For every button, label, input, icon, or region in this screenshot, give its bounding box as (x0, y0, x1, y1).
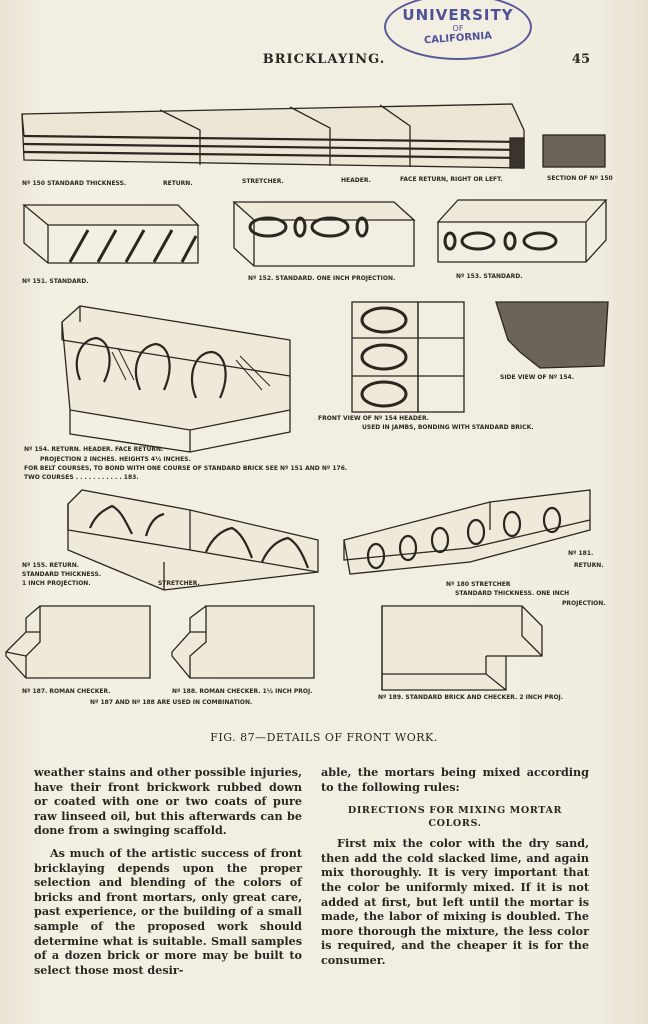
stamp-line-1: UNIVERSITY (402, 6, 514, 24)
page-number: 45 (571, 52, 590, 67)
label-front-154: FRONT VIEW OF Nº 154 HEADER. (318, 415, 429, 422)
left-text-column (34, 765, 302, 977)
brick-189-drawing (382, 606, 542, 690)
label-face-return: FACE RETURN, RIGHT OR LEFT. (400, 176, 503, 183)
brick-180-181-drawing (344, 490, 590, 574)
section-150-drawing (543, 135, 605, 167)
brick-154-drawing (62, 306, 290, 452)
brick-151-drawing (24, 205, 198, 263)
brick-150-drawing (22, 104, 524, 168)
left-paragraph-2: As much of the artistic success of front bricklaying depends upon the proper selection and blending of the colors of bricks and front mortars, only great care, past experience, or the building of a small sample of the proposed work should determine what is suitable. Small samples of a dozen brick or more may be built to select those most desir- (34, 845, 302, 977)
label-187: Nº 187. ROMAN CHECKER. (22, 688, 111, 695)
right-paragraph-2: First mix the color with the dry sand, then add the cold slacked lime, and again mix thoroughly. It is very important that the color be uniformly mixed. If it is not added at first, but left until the mortar is made, the labor of mixing is doubled. The more thorough the mixture, the less color is required, and the cheaper it is for the consumer. (321, 836, 589, 967)
left-paragraph-1: weather stains and other possible injuries, have their front brickwork rubbed down or coated with one or two coats of pure raw linseed oil, but this afterwards can be done from a swinging scaffold. (34, 765, 302, 838)
stamp-line-3: CALIFORNIA (423, 30, 493, 47)
label-180: Nº 180 STRETCHER (446, 581, 511, 588)
label-return: RETURN. (163, 180, 193, 187)
label-two-courses: TWO COURSES . . . . . . . . . . . 183. (24, 474, 139, 481)
label-belt: FOR BELT COURSES, TO BOND WITH ONE COURSE OF STANDARD BRICK SEE Nº 151 AND Nº 176. (24, 465, 348, 472)
brick-155-drawing (68, 490, 318, 590)
label-155-thickness: STANDARD THICKNESS. (22, 571, 102, 578)
label-used-jambs: USED IN JAMBS, BONDING WITH STANDARD BRICK. (362, 424, 534, 431)
running-header: BRICKLAYING. (262, 52, 386, 67)
label-151: Nº 151. STANDARD. (22, 278, 89, 285)
brick-188-drawing (172, 606, 314, 678)
label-189: Nº 189. STANDARD BRICK AND CHECKER. 2 INCH PROJ. (378, 694, 564, 701)
label-return-181: RETURN. (574, 562, 604, 569)
label-154: Nº 154. RETURN. HEADER. FACE RETURN. (24, 446, 164, 453)
label-180-projection: PROJECTION. (562, 600, 606, 607)
label-side-154: SIDE VIEW OF Nº 154. (500, 374, 574, 381)
section-heading: DIRECTIONS FOR MIXING MORTAR COLORS. (347, 805, 563, 830)
figure-caption: FIG. 87—DETAILS OF FRONT WORK. (210, 731, 438, 744)
label-projection: PROJECTION 2 INCHES. HEIGHTS 4½ INCHES. (40, 456, 191, 463)
label-187-188: Nº 187 AND Nº 188 ARE USED IN COMBINATION. (90, 699, 253, 706)
brick-154-side-view (496, 302, 608, 368)
brick-154-front-view (352, 302, 464, 412)
stamp-line-2: OF (452, 24, 464, 33)
brick-153-drawing (438, 200, 606, 262)
brick-187-drawing (6, 606, 150, 678)
label-150: Nº 150 STANDARD THICKNESS. (22, 180, 127, 187)
right-paragraph-1: able, the mortars being mixed according to the following rules: (321, 765, 589, 794)
library-stamp (384, 0, 532, 60)
label-155: Nº 155. RETURN. (22, 562, 79, 569)
label-180-thickness: STANDARD THICKNESS. ONE INCH (455, 590, 570, 597)
label-stretcher-155: STRETCHER. (158, 580, 200, 587)
label-152: Nº 152. STANDARD. ONE INCH PROJECTION. (248, 275, 396, 282)
label-153: Nº 153. STANDARD. (456, 273, 523, 280)
label-188: Nº 188. ROMAN CHECKER. 1½ INCH PROJ. (172, 688, 313, 695)
label-155-projection: 1 INCH PROJECTION. (22, 580, 91, 587)
label-181: Nº 181. (568, 550, 594, 557)
right-text-column (321, 765, 589, 968)
label-stretcher: STRETCHER. (242, 178, 284, 185)
label-section-150: SECTION OF Nº 150 (547, 175, 613, 182)
brick-152-drawing (234, 202, 414, 266)
label-header: HEADER. (341, 177, 371, 184)
